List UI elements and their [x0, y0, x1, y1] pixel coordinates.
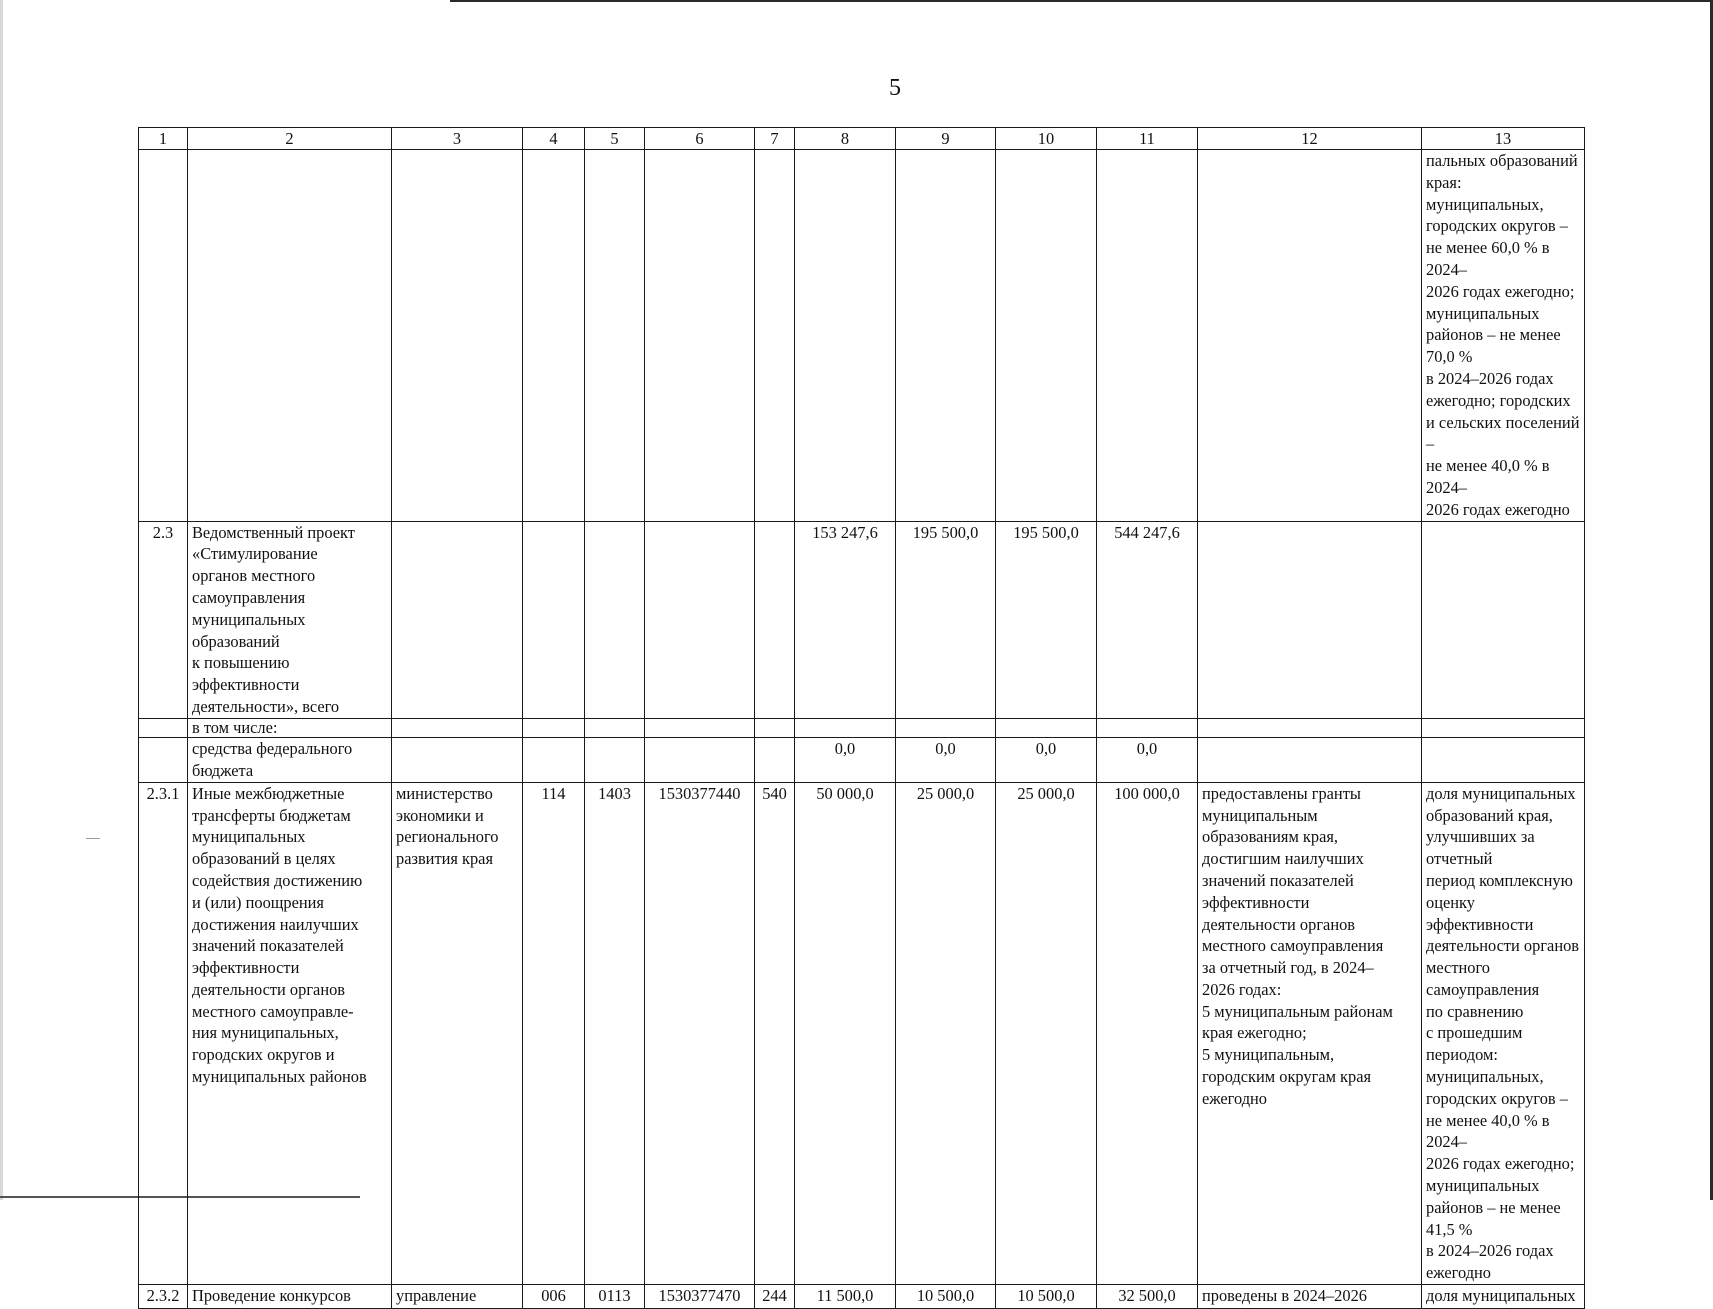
cell-amount-10	[996, 718, 1097, 737]
cell-amount-11: 0,0	[1097, 737, 1198, 782]
cell-indicator	[1422, 737, 1585, 782]
header-cell: 8	[795, 128, 896, 150]
cell-code-6: 1530377440	[645, 782, 755, 1284]
cell-amount-9	[896, 718, 996, 737]
cell-code-6	[645, 521, 755, 718]
cell-name: средства федерального бюджета	[188, 737, 392, 782]
cell-amount-8: 0,0	[795, 737, 896, 782]
cell-name: Иные межбюджетные трансферты бюджетам муниципальных образований в целях содействия достижению и (или) поощрения достижения наилучших значений показателей эффективности деятельности органов местного самоуправле- ния муниципальных, городских округов и муниципальных районов	[188, 782, 392, 1284]
cell-indicator: доля муниципальных образований края, улучшивших за отчетный период комплексную оценку эффективности деятельности органов местного самоуправления по сравнению с прошедшим периодом: муниципальных, городских округов – не менее 40,0 % в 2024– 2026 годах ежегодно; муниципальных районов – не менее 41,5 % в 2024–2026 годах ежегодно	[1422, 782, 1585, 1284]
header-cell: 5	[585, 128, 645, 150]
cell-number: 2.3	[139, 521, 188, 718]
cell-amount-8: 153 247,6	[795, 521, 896, 718]
table-row-2-3-2	[139, 1285, 1585, 1309]
cell-code-5	[585, 150, 645, 522]
cell-result	[1198, 150, 1422, 522]
header-cell: 3	[392, 128, 523, 150]
cell-number	[139, 718, 188, 737]
cell-code-7: 540	[755, 782, 795, 1284]
cell-indicator: доля муниципальных	[1422, 1285, 1585, 1309]
header-cell: 4	[523, 128, 585, 150]
cell-amount-10: 0,0	[996, 737, 1097, 782]
cell-code-4: 006	[523, 1285, 585, 1309]
cell-number	[139, 150, 188, 522]
cell-amount-8: 11 500,0	[795, 1285, 896, 1309]
cell-amount-9	[896, 150, 996, 522]
page-number: 5	[889, 75, 901, 101]
header-cell: 13	[1422, 128, 1585, 150]
cell-amount-10: 195 500,0	[996, 521, 1097, 718]
table-row-2-3-1	[139, 782, 1585, 1284]
table-row-federal-budget	[139, 737, 1585, 782]
cell-indicator	[1422, 521, 1585, 718]
cell-amount-11	[1097, 718, 1198, 737]
cell-executor	[392, 737, 523, 782]
cell-result: предоставлены гранты муниципальным образованиям края, достигшим наилучших значений показателей эффективности деятельности органов местного самоуправления за отчетный год, в 2024– 2026 годах: 5 муниципальным районам края ежегодно; 5 муниципальным, городским округам края ежегодно	[1198, 782, 1422, 1284]
header-cell: 10	[996, 128, 1097, 150]
header-cell: 9	[896, 128, 996, 150]
cell-code-4	[523, 718, 585, 737]
cell-executor: управление	[392, 1285, 523, 1309]
scan-mark	[86, 838, 100, 839]
cell-code-5: 1403	[585, 782, 645, 1284]
scan-edge-top	[450, 0, 1713, 2]
cell-amount-11: 544 247,6	[1097, 521, 1198, 718]
table-row-2-3	[139, 521, 1585, 718]
cell-code-6	[645, 150, 755, 522]
cell-executor	[392, 521, 523, 718]
header-cell: 12	[1198, 128, 1422, 150]
cell-amount-10: 25 000,0	[996, 782, 1097, 1284]
cell-code-7	[755, 737, 795, 782]
cell-executor: министерство экономики и регионального развития края	[392, 782, 523, 1284]
cell-code-6	[645, 737, 755, 782]
cell-code-7	[755, 718, 795, 737]
cell-code-7: 244	[755, 1285, 795, 1309]
cell-code-7	[755, 521, 795, 718]
cell-indicator: пальных образований края: муниципальных, городских округов – не менее 60,0 % в 2024– 2026 годах ежегодно; муниципальных районов – не менее 70,0 % в 2024–2026 годах ежегодно; городских и сельских поселений – не менее 40,0 % в 2024– 2026 годах ежегодно	[1422, 150, 1585, 522]
cell-executor	[392, 718, 523, 737]
cell-result	[1198, 737, 1422, 782]
cell-result	[1198, 718, 1422, 737]
cell-code-5	[585, 718, 645, 737]
cell-indicator	[1422, 718, 1585, 737]
cell-code-7	[755, 150, 795, 522]
cell-code-4	[523, 521, 585, 718]
cell-result: проведены в 2024–2026	[1198, 1285, 1422, 1309]
header-cell: 11	[1097, 128, 1198, 150]
cell-code-5	[585, 521, 645, 718]
cell-code-4	[523, 737, 585, 782]
header-row	[139, 128, 1585, 150]
cell-amount-9: 0,0	[896, 737, 996, 782]
cell-amount-10: 10 500,0	[996, 1285, 1097, 1309]
cell-name	[188, 150, 392, 522]
cell-name: в том числе:	[188, 718, 392, 737]
scan-edge-left	[0, 0, 3, 1200]
cell-amount-8	[795, 718, 896, 737]
cell-name: Ведомственный проект «Стимулирование органов местного самоуправления муниципальных образований к повышению эффективности деятельности», всего	[188, 521, 392, 718]
cell-amount-10	[996, 150, 1097, 522]
header-cell: 6	[645, 128, 755, 150]
cell-amount-9: 195 500,0	[896, 521, 996, 718]
header-cell: 2	[188, 128, 392, 150]
table-row-continuation	[139, 150, 1585, 522]
table-row-including	[139, 718, 1585, 737]
cell-result	[1198, 521, 1422, 718]
cell-amount-9: 10 500,0	[896, 1285, 996, 1309]
cell-code-4: 114	[523, 782, 585, 1284]
cell-amount-9: 25 000,0	[896, 782, 996, 1284]
cell-amount-11: 32 500,0	[1097, 1285, 1198, 1309]
cell-name: Проведение конкурсов	[188, 1285, 392, 1309]
cell-code-4	[523, 150, 585, 522]
cell-code-5: 0113	[585, 1285, 645, 1309]
cell-number: 2.3.1	[139, 782, 188, 1284]
cell-amount-8: 50 000,0	[795, 782, 896, 1284]
cell-code-5	[585, 737, 645, 782]
budget-table	[138, 127, 1585, 1309]
cell-executor	[392, 150, 523, 522]
header-cell: 1	[139, 128, 188, 150]
cell-code-6: 1530377470	[645, 1285, 755, 1309]
cell-amount-11	[1097, 150, 1198, 522]
cell-code-6	[645, 718, 755, 737]
cell-amount-8	[795, 150, 896, 522]
cell-number	[139, 737, 188, 782]
cell-amount-11: 100 000,0	[1097, 782, 1198, 1284]
header-cell: 7	[755, 128, 795, 150]
cell-number: 2.3.2	[139, 1285, 188, 1309]
